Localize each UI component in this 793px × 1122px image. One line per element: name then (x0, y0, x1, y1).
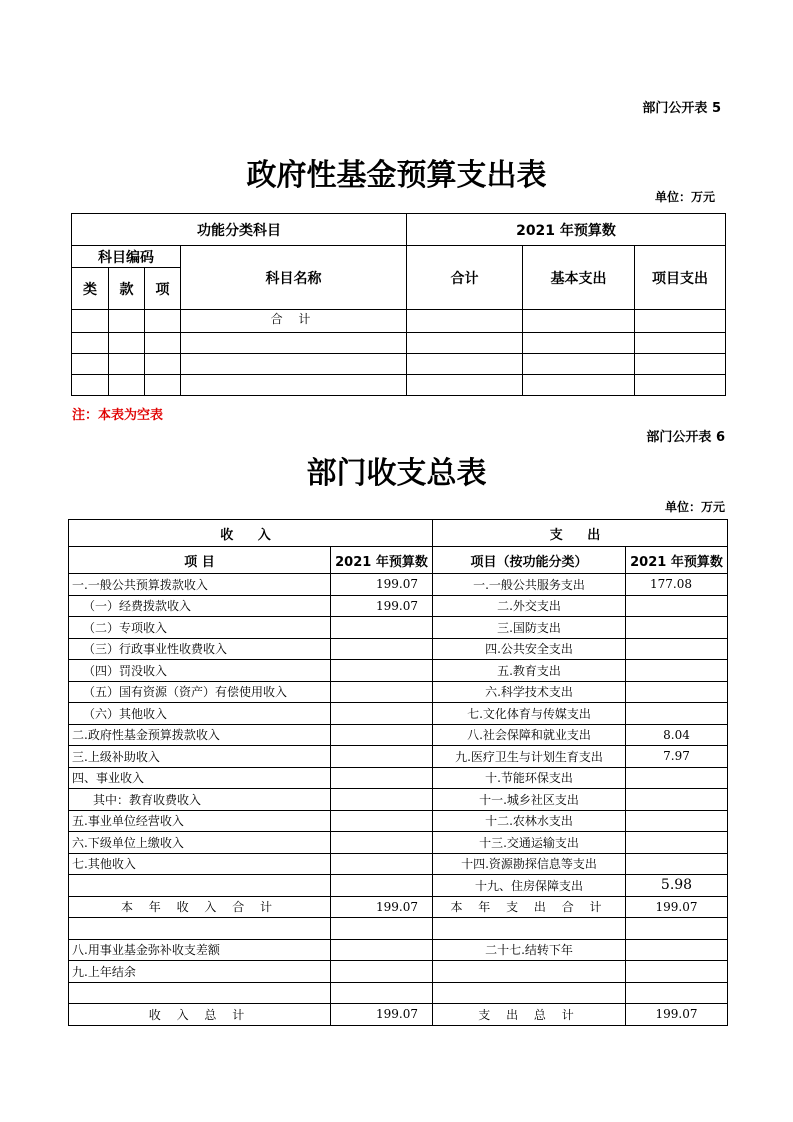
table-row (69, 660, 728, 682)
expense-value (626, 810, 728, 832)
header-project-expense: 项目支出 (635, 246, 726, 310)
table-row (69, 617, 728, 639)
expense-value: 177.08 (626, 574, 728, 596)
header-income-budget: 2021 年预算数 (331, 547, 433, 574)
expense-value: 5.98 (626, 875, 728, 897)
income-expense-table (68, 519, 728, 1026)
table-tag-6: 部门公开表 6 (646, 430, 725, 445)
income-value (331, 767, 433, 789)
income-value (331, 810, 433, 832)
expense-item: 一.一般公共服务支出 (433, 574, 626, 596)
expense-value: 199.07 (626, 896, 728, 918)
unit-label-5: 单位：万元 (654, 190, 715, 204)
table-row (69, 638, 728, 660)
expense-item: 十四.资源勘探信息等支出 (433, 853, 626, 875)
expense-item: 本 年 支 出 合 计 (433, 896, 626, 918)
expense-item: 三.国防支出 (433, 617, 626, 639)
expense-value (626, 767, 728, 789)
table-row (69, 724, 728, 746)
expense-item: 十二.农林水支出 (433, 810, 626, 832)
income-value: 199.07 (331, 574, 433, 596)
table-row (72, 354, 726, 375)
header-func-category: 功能分类科目 (72, 214, 407, 246)
table-row (69, 1004, 728, 1026)
expense-value (626, 832, 728, 854)
income-item: 六.下级单位上缴收入 (69, 832, 331, 854)
expense-value (626, 853, 728, 875)
income-value (331, 617, 433, 639)
income-item (69, 875, 331, 897)
income-value (331, 746, 433, 768)
income-value (331, 681, 433, 703)
income-value (331, 853, 433, 875)
income-item: 五.事业单位经营收入 (69, 810, 331, 832)
expense-value (626, 681, 728, 703)
income-item: 四、事业收入 (69, 767, 331, 789)
income-item: （五）国有资源（资产）有偿使用收入 (69, 681, 331, 703)
expense-value: 8.04 (626, 724, 728, 746)
expense-item: 九.医疗卫生与计划生育支出 (433, 746, 626, 768)
header-kuan: 款 (109, 268, 145, 310)
unit-label-6: 单位：万元 (664, 500, 725, 514)
header-expense-budget: 2021 年预算数 (626, 547, 728, 574)
income-item: 其中：教育收费收入 (69, 789, 331, 811)
header-basic-expense: 基本支出 (523, 246, 635, 310)
expense-value (626, 961, 728, 983)
expense-item: 二.外交支出 (433, 595, 626, 617)
table-row (69, 875, 728, 897)
income-value: 199.07 (331, 595, 433, 617)
table-row (69, 703, 728, 725)
income-item: 八.用事业基金弥补收支差额 (69, 939, 331, 961)
expense-item: 十九、住房保障支出 (433, 875, 626, 897)
expense-value: 199.07 (626, 1004, 728, 1026)
table-row (69, 681, 728, 703)
header-budget-2021: 2021 年预算数 (407, 214, 726, 246)
expense-value: 7.97 (626, 746, 728, 768)
table-row (69, 595, 728, 617)
expense-item (433, 961, 626, 983)
expense-value (626, 617, 728, 639)
income-item (69, 982, 331, 1004)
income-item: 一.一般公共预算拨款收入 (69, 574, 331, 596)
income-value (331, 961, 433, 983)
income-item: （一）经费拨款收入 (69, 595, 331, 617)
income-value (331, 724, 433, 746)
expense-item: 七.文化体育与传媒支出 (433, 703, 626, 725)
header-subject-code: 科目编码 (72, 246, 181, 268)
income-item: 九.上年结余 (69, 961, 331, 983)
expense-item (433, 918, 626, 940)
table-row (69, 961, 728, 983)
table-row (69, 918, 728, 940)
income-value: 199.07 (331, 896, 433, 918)
table-tag-5: 部门公开表 5 (642, 101, 721, 116)
expense-value (626, 939, 728, 961)
table-row (69, 810, 728, 832)
table-row (72, 375, 726, 396)
header-income: 收 入 (69, 520, 433, 547)
header-item-func: 项目（按功能分类） (433, 547, 626, 574)
expense-item: 十.节能环保支出 (433, 767, 626, 789)
table-row (69, 746, 728, 768)
income-item: （二）专项收入 (69, 617, 331, 639)
page-title-income-expense: 部门收支总表 (306, 456, 487, 491)
expense-item (433, 982, 626, 1004)
header-expense: 支 出 (433, 520, 728, 547)
expense-item: 六.科学技术支出 (433, 681, 626, 703)
expense-value (626, 660, 728, 682)
expense-value (626, 595, 728, 617)
expense-value (626, 638, 728, 660)
table-row (69, 982, 728, 1004)
table-row (69, 896, 728, 918)
empty-table-note: 注：本表为空表 (72, 408, 164, 423)
table-row (69, 574, 728, 596)
expense-item: 八.社会保障和就业支出 (433, 724, 626, 746)
income-item: 七.其他收入 (69, 853, 331, 875)
income-item: 收 入 总 计 (69, 1004, 331, 1026)
expense-item: 十一.城乡社区支出 (433, 789, 626, 811)
income-item: （三）行政事业性收费收入 (69, 638, 331, 660)
income-value (331, 918, 433, 940)
table-row (72, 310, 726, 333)
income-value (331, 832, 433, 854)
expense-value (626, 982, 728, 1004)
header-total: 合计 (407, 246, 523, 310)
expense-value (626, 789, 728, 811)
header-xiang: 项 (145, 268, 181, 310)
expense-item: 二十七.结转下年 (433, 939, 626, 961)
header-lei: 类 (72, 268, 109, 310)
income-item: （四）罚没收入 (69, 660, 331, 682)
table-row (72, 333, 726, 354)
expense-value (626, 918, 728, 940)
header-item: 项 目 (69, 547, 331, 574)
expense-item: 支 出 总 计 (433, 1004, 626, 1026)
table-row (69, 939, 728, 961)
header-subject-name: 科目名称 (181, 246, 407, 310)
table-row (69, 767, 728, 789)
expense-value (626, 703, 728, 725)
income-value (331, 660, 433, 682)
income-value (331, 703, 433, 725)
expense-item: 十三.交通运输支出 (433, 832, 626, 854)
income-item: 二.政府性基金预算拨款收入 (69, 724, 331, 746)
expense-item: 五.教育支出 (433, 660, 626, 682)
income-item (69, 918, 331, 940)
income-value (331, 982, 433, 1004)
expense-item: 四.公共安全支出 (433, 638, 626, 660)
income-value (331, 789, 433, 811)
table-row (69, 853, 728, 875)
income-value (331, 875, 433, 897)
page-title-fund-expense: 政府性基金预算支出表 (246, 158, 547, 193)
fund-expense-table (71, 213, 726, 396)
income-value (331, 939, 433, 961)
table-row (69, 789, 728, 811)
income-item: （六）其他收入 (69, 703, 331, 725)
table-row (69, 832, 728, 854)
income-value (331, 638, 433, 660)
income-value: 199.07 (331, 1004, 433, 1026)
income-item: 三.上级补助收入 (69, 746, 331, 768)
total-row-label: 合 计 (181, 310, 407, 333)
income-item: 本 年 收 入 合 计 (69, 896, 331, 918)
